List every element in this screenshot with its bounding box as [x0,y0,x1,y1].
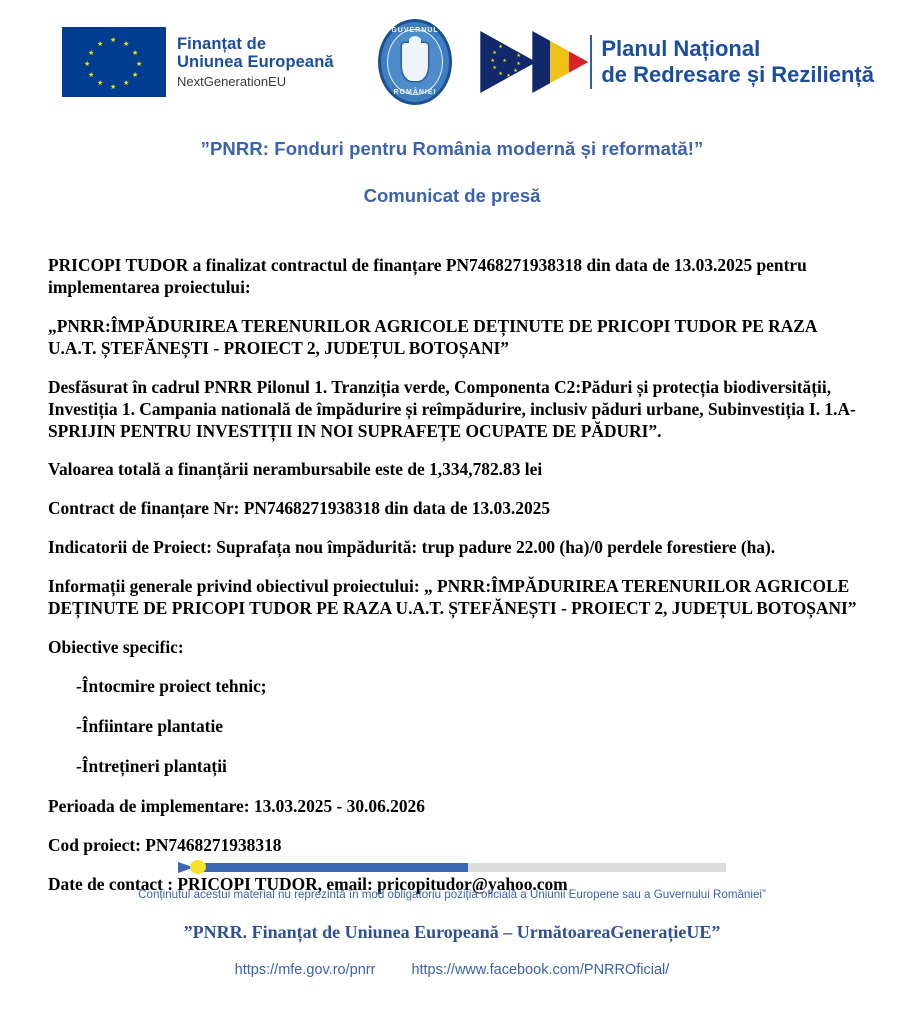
progress-bar [178,858,726,876]
paragraph-project-indicators: Indicatorii de Proiect: Suprafața nou împădurită: trup padure 22.00 (ha)/0 perdele forestiere (ha). [48,537,776,558]
progress-bar-row [0,856,904,878]
seal-bottom-text: ROMÂNIEI [393,89,437,96]
eu-flag-icon [62,27,166,97]
eu-logo-line3: NextGenerationEU [177,73,287,89]
pnrr-romania-arrow-icon [532,31,588,93]
paragraph-general-info: Informații generale privind obiectivul proiectului: „ PNRR:ÎMPĂDURIREA TERENURILOR AGRICOLE DEȚINUTE DE PRICOPI TUDOR PE RAZA U.A.T. ȘTEFĂNEȘTI - PROIECT 2, JUDEȚUL BOTOȘANI” [48,576,857,619]
pnrr-arrows-icon [480,31,588,93]
paragraph-implementation-period: Perioada de implementare: 13.03.2025 - 30.06.2026 [48,795,425,816]
page-title: ”PNRR: Fonduri pentru România modernă și reformată!” [200,138,704,159]
objective-item-3: -Întrețineri plantații [76,755,227,776]
paragraph-contract-intro: PRICOPI TUDOR a finalizat contractul de finanțare PN7468271938318 din data de 13.03.2025 pentru implementarea proiectului: [48,255,807,297]
pnrr-divider [590,35,592,89]
progress-bar-fill [200,863,468,872]
pnrr-logo [480,31,874,93]
objective-item-1: -Întocmire proiect tehnic; [76,675,267,696]
eu-logo-line2: Uniunea Europeană [177,53,334,72]
objective-item-2: -Înfiintare plantatie [76,715,224,736]
paragraph-project-code: Cod proiect: PN7468271938318 [48,834,282,855]
paragraph-project-title: „PNRR:ÎMPĂDURIREA TERENURILOR AGRICOLE DEȚINUTE DE PRICOPI TUDOR PE RAZA U.A.T. ȘTEFĂNEȘTI - PROIECT 2, JUDEȚUL BOTOȘANI” [48,315,817,358]
paragraph-contact-details: Date de contact : PRICOPI TUDOR, email: pricopitudor@yahoo.com [48,873,568,894]
footer-disclaimer: Conținutul acestui material nu reprezintă în mod obligatoriu poziția oficială a Uniunii Europene sau a Guvernului României” [138,888,766,901]
logo-header-strip [0,0,904,96]
footer-slogan: ”PNRR. Finanțat de Uniunea Europeană – UrmătoareaGenerațieUE” [183,922,721,942]
seal-top-text: GUVERNUL [391,27,439,34]
objectives-heading: Obiective specific: [48,637,184,658]
footer-link-facebook[interactable]: https://www.facebook.com/PNRROficial/ [411,962,670,978]
page-subtitle: Comunicat de presă [363,185,541,206]
progress-marker-dot-icon [190,860,206,874]
document-footer [0,856,904,978]
paragraph-total-funding: Valoarea totală a finanțării nerambursabile este de 1,334,782.83 lei [48,459,543,480]
eu-logo-text [177,35,334,89]
eu-funding-logo [62,27,334,97]
paragraph-contract-number: Contract de finanțare Nr: PN7468271938318 din data de 13.03.2025 [48,498,551,519]
seal-eagle-crest [402,43,428,81]
pnrr-logo-line1: Planul Național [601,36,761,62]
footer-links [0,962,904,978]
document-body [0,255,904,896]
romanian-government-seal-icon [378,19,452,105]
footer-link-mfe[interactable]: https://mfe.gov.ro/pnrr [234,962,376,978]
paragraph-pnrr-framework: Desfăsurat în cadrul PNRR Pilonul 1. Tranziția verde, Componenta C2:Păduri și protecția biodiversității, Investiția 1. Campania natională de împădurire și reîmpădurire, inclusiv păduri urbane, Subinvestiția I. 1.A-SPRIJIN PENTRU INVESTIȚII IN NOI SUPRAFEȚE OCUPATE DE PĂDURI”. [48,376,856,441]
eu-logo-line1: Finanțat de [177,34,267,53]
pnrr-logo-line2: de Redresare și Reziliență [601,62,874,87]
pnrr-eu-arrow-icon [480,31,536,93]
pnrr-logo-text [601,36,874,87]
